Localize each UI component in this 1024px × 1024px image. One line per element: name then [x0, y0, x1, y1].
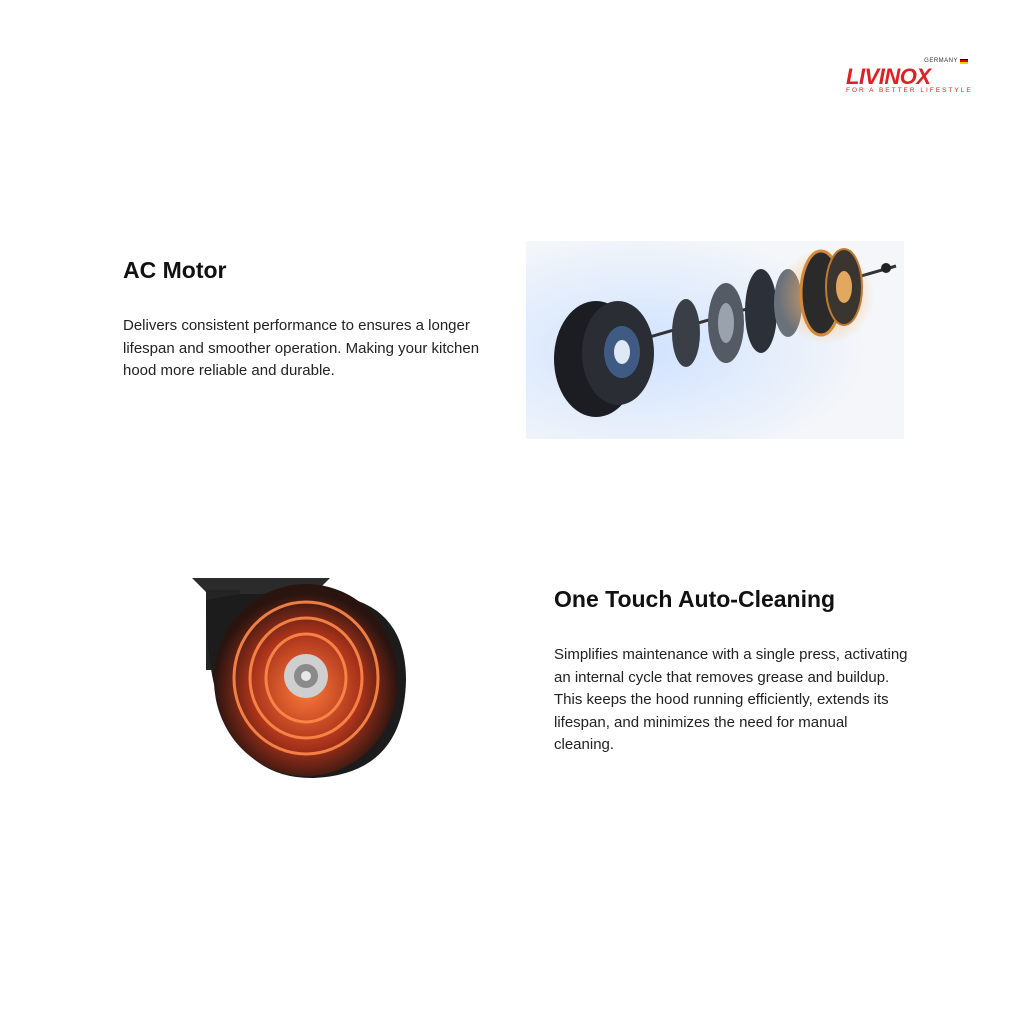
brand-tagline: FOR A BETTER LIFESTYLE: [846, 87, 973, 94]
feature-description-ac-motor: Delivers consistent performance to ensures a longer lifespan and smoother operation. Making your kitchen hood more reliable and durable.: [123, 317, 480, 379]
brand-name: LIVINOX: [846, 64, 931, 89]
blower-fan-heat-image: [184, 560, 420, 786]
german-flag-icon: [960, 59, 968, 64]
feature-title-auto-cleaning: One Touch Auto-Cleaning: [554, 586, 836, 612]
country-text: GERMANY: [924, 58, 958, 64]
feature-title-ac-motor: AC Motor: [123, 257, 227, 283]
feature-description-auto-cleaning: Simplifies maintenance with a single press, activating an internal cycle that removes grease and buildup. This keeps the hood running efficiently, extends its lifespan, and minimizes the need for manual cleaning.: [554, 646, 908, 753]
exploded-ac-motor-image: [526, 241, 904, 439]
livinox-logo: [840, 56, 980, 100]
